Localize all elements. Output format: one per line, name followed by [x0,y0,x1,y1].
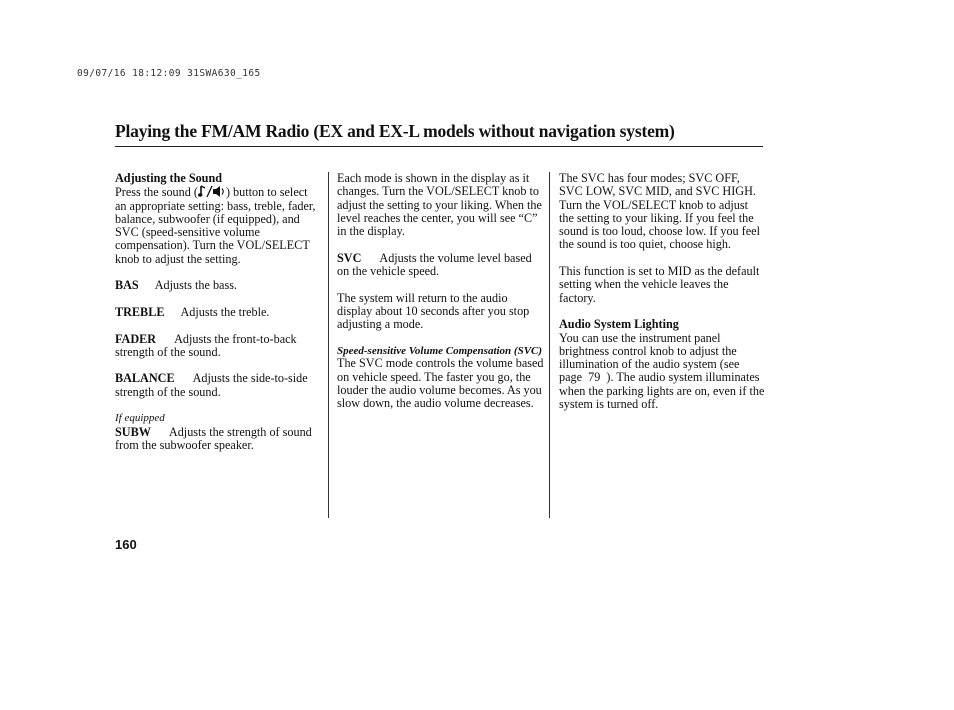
fader-term: FADER [115,331,157,346]
page-number: 160 [115,537,137,552]
column-2 [337,172,545,411]
page-title: Playing the FM/AM Radio (EX and EX-L models without navigation system) [115,121,675,141]
bas-term: BAS [115,278,139,293]
column-divider-1 [328,172,329,518]
svc-term: SVC [337,250,362,265]
subw-entry [115,426,318,453]
lighting-text-after: ). The audio system illuminates when the parking lights are on, even if the system is turned off. [559,370,765,412]
balance-entry [115,372,318,399]
bas-description: Adjusts the bass. [154,278,237,293]
factory-paragraph: This function is set to MID as the default setting when the vehicle leaves the factory. [559,264,760,305]
intro-text-after: ) button to select an appropriate setting: bass, treble, fader, balance, subwoofer (if equipped), and SVC (speed-sensitive volume compensation). Turn the VOL/SELECT knob to adjust the setting. [115,185,316,266]
svc-modes-paragraph: The SVC has four modes; SVC OFF, SVC LOW, SVC MID, and SVC HIGH. Turn the VOL/SELECT knob to adjust the setting to your liking. If you feel the sound is too loud, choose low. If you feel the sound is too quiet, choose high. [559,171,760,252]
svc-subheading: Speed-sensitive Volume Compensation (SVC) [337,344,543,357]
svc-description: Adjusts the volume level based on the vehicle speed. [337,250,532,279]
return-paragraph: The system will return to the audio display about 10 seconds after you stop adjusting a mode. [337,290,530,332]
intro-text-before: Press the sound ( [115,185,198,200]
section-heading-adjusting-sound: Adjusting the Sound [115,171,223,185]
sound-button-icon [198,185,226,198]
svc-paragraph: The SVC mode controls the volume based on vehicle speed. The faster you go, the louder the audio volume becomes. As you slow down, the audio volume decreases. [337,356,544,411]
balance-description: Adjusts the side-to-side strength of the sound. [115,371,308,399]
column-divider-2 [549,172,550,518]
subw-description: Adjusts the strength of sound from the subwoofer speaker. [115,424,312,452]
fader-entry [115,333,318,360]
lighting-paragraph [559,332,765,412]
subw-term: SUBW [115,424,151,439]
title-rule [115,146,763,147]
svc-entry [337,252,545,279]
column-3 [559,172,765,411]
intro-paragraph [115,185,318,266]
lighting-text-before: You can use the instrument panel brightness control knob to adjust the illumination of the audio system (see page [559,330,740,385]
treble-entry [115,306,318,319]
print-stamp: 09/07/16 18:12:09 31SWA630_165 [77,68,261,79]
page-reference-link[interactable]: 79 [588,370,601,385]
bas-entry [115,279,318,292]
treble-description: Adjusts the treble. [180,304,270,319]
balance-term: BALANCE [115,371,175,386]
treble-term: TREBLE [115,304,165,319]
fader-description: Adjusts the front-to-back strength of the sound. [115,331,297,359]
column-1 [115,172,318,452]
if-equipped-note: If equipped [115,412,165,425]
section-heading-audio-lighting: Audio System Lighting [559,317,679,332]
mode-paragraph: Each mode is shown in the display as it changes. Turn the VOL/SELECT knob to adjust the setting to your liking. When the level reaches the center, you will see “C” in the display. [337,171,542,239]
